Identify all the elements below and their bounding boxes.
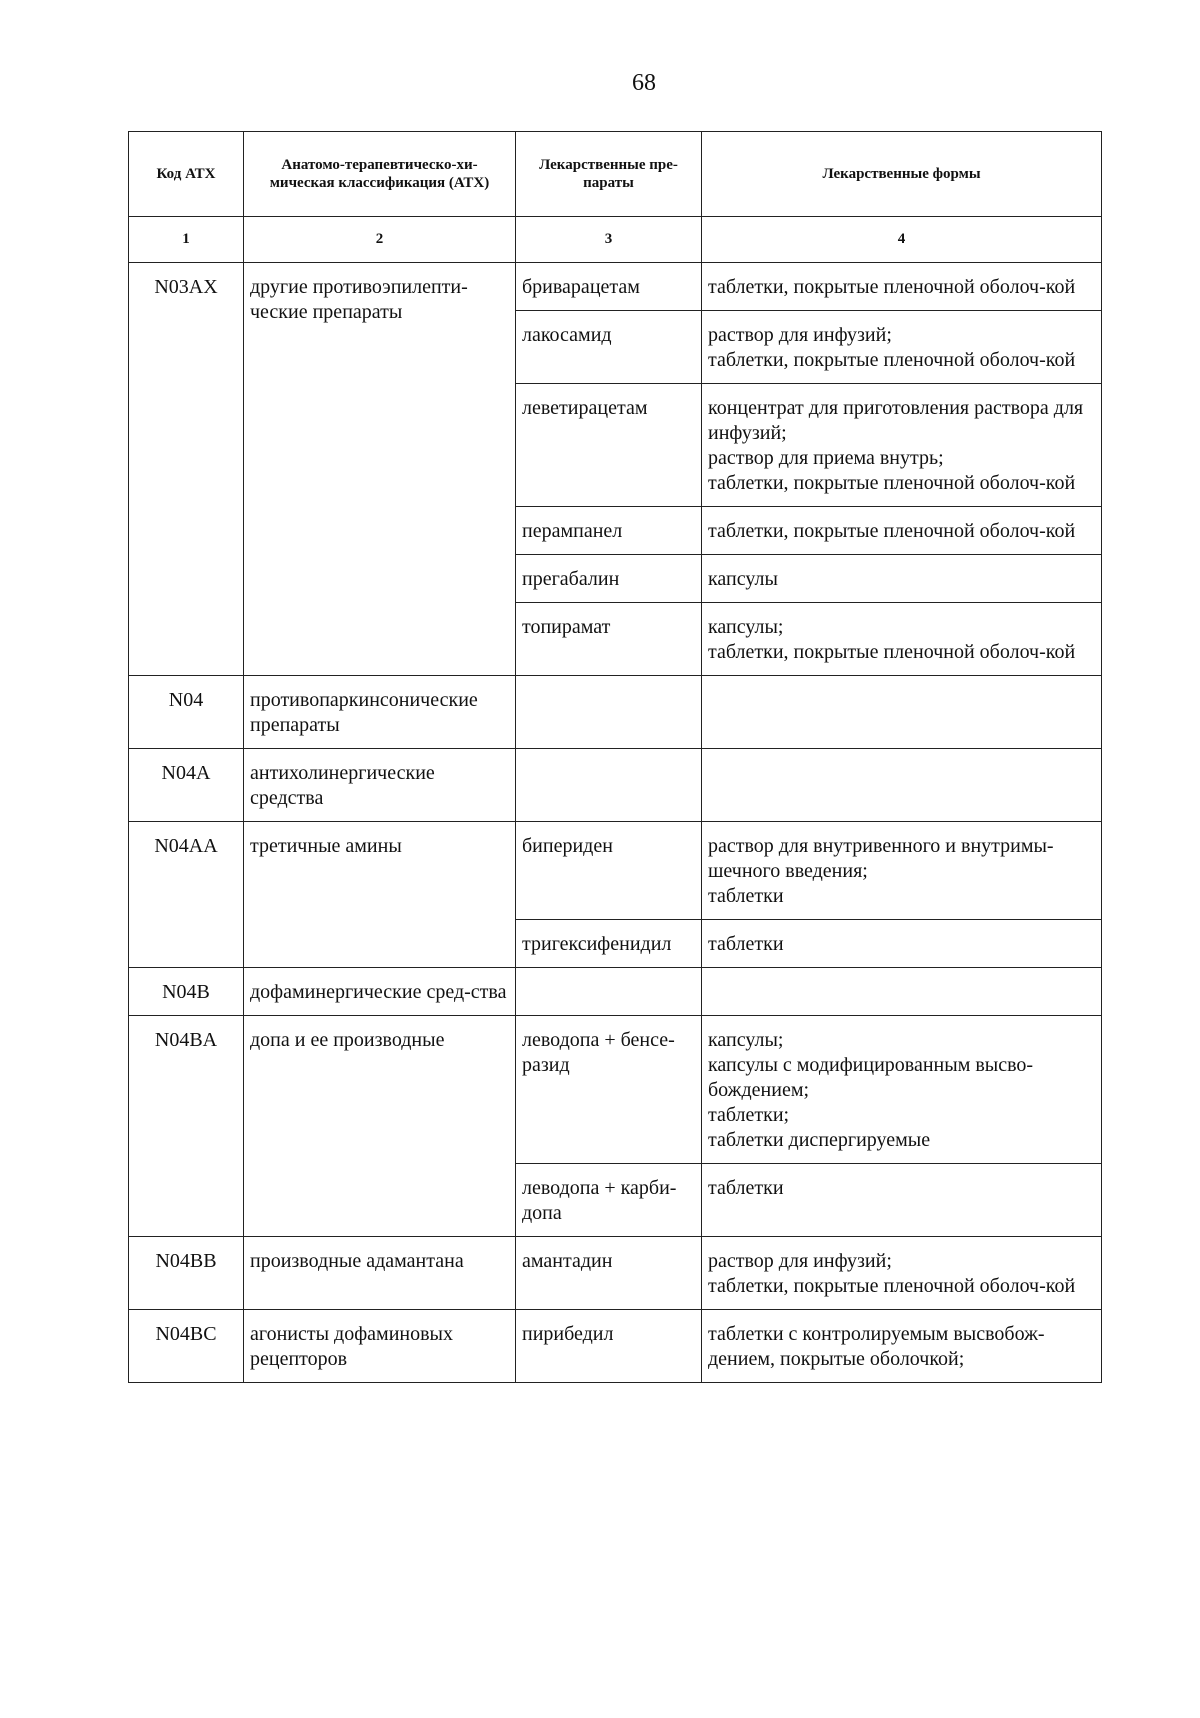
atx-code-cell: N04BC — [129, 1310, 244, 1383]
drug-cell — [516, 749, 702, 822]
dosage-form: таблетки — [708, 1177, 784, 1199]
drug-cell: леветирацетам — [516, 384, 702, 507]
classification-cell: допа и ее производные — [244, 1016, 516, 1237]
dosage-forms-cell — [702, 311, 1102, 384]
drug-cell: топирамат — [516, 603, 702, 676]
atx-code-cell: N04A — [129, 749, 244, 822]
column-number: 2 — [244, 217, 516, 263]
table-body — [129, 263, 1102, 1383]
dosage-form: таблетки с контролируемым высвобож-дением, покрытые оболочкой; — [708, 1323, 1045, 1370]
table-row — [129, 822, 1102, 920]
classification-cell: противопаркинсонические препараты — [244, 676, 516, 749]
table-row — [129, 263, 1102, 311]
column-number: 3 — [516, 217, 702, 263]
drug-cell: амантадин — [516, 1237, 702, 1310]
atx-code-cell: N04B — [129, 968, 244, 1016]
drug-cell — [516, 968, 702, 1016]
atx-code-cell: N03AX — [129, 263, 244, 676]
header-forms: Лекарственные формы — [702, 132, 1102, 217]
dosage-forms-cell — [702, 1016, 1102, 1164]
dosage-form: таблетки, покрытые пленочной оболоч-кой — [708, 349, 1076, 371]
header-drugs: Лекарственные пре-параты — [516, 132, 702, 217]
dosage-form: таблетки; — [708, 1104, 790, 1126]
drug-cell: тригексифенидил — [516, 920, 702, 968]
dosage-form: таблетки, покрытые пленочной оболоч-кой — [708, 276, 1076, 298]
dosage-form: капсулы — [708, 568, 778, 590]
dosage-form: таблетки — [708, 885, 784, 907]
dosage-forms-cell — [702, 676, 1102, 749]
page-number: 68 — [632, 70, 656, 96]
table-row — [129, 968, 1102, 1016]
table-row — [129, 1016, 1102, 1164]
drug-cell — [516, 676, 702, 749]
drug-cell: лакосамид — [516, 311, 702, 384]
atx-code-cell: N04BB — [129, 1237, 244, 1310]
dosage-forms-cell — [702, 968, 1102, 1016]
dosage-form: таблетки, покрытые пленочной оболоч-кой — [708, 520, 1076, 542]
atx-table — [128, 131, 1102, 1383]
classification-cell: антихолинергические средства — [244, 749, 516, 822]
dosage-form: раствор для инфузий; — [708, 1250, 892, 1272]
dosage-form: таблетки — [708, 933, 784, 955]
table-row — [129, 749, 1102, 822]
atx-code-cell: N04BA — [129, 1016, 244, 1237]
dosage-form: таблетки, покрытые пленочной оболоч-кой — [708, 472, 1076, 494]
column-number: 1 — [129, 217, 244, 263]
dosage-forms-cell — [702, 555, 1102, 603]
classification-cell: дофаминергические сред-ства — [244, 968, 516, 1016]
dosage-forms-cell — [702, 1237, 1102, 1310]
drug-cell: пирибедил — [516, 1310, 702, 1383]
dosage-forms-cell — [702, 1164, 1102, 1237]
dosage-form: раствор для приема внутрь; — [708, 447, 944, 469]
dosage-forms-cell — [702, 603, 1102, 676]
dosage-form: раствор для внутривенного и внутримы-шечного введения; — [708, 835, 1054, 882]
dosage-forms-cell — [702, 507, 1102, 555]
dosage-forms-cell — [702, 263, 1102, 311]
classification-cell: агонисты дофаминовых рецепторов — [244, 1310, 516, 1383]
header-code: Код АТХ — [129, 132, 244, 217]
table-row — [129, 1237, 1102, 1310]
atx-code-cell: N04 — [129, 676, 244, 749]
classification-cell: третичные амины — [244, 822, 516, 968]
dosage-form: капсулы; — [708, 1029, 784, 1051]
dosage-form: капсулы с модифицированным высво-бождением; — [708, 1054, 1034, 1101]
drug-cell: прегабалин — [516, 555, 702, 603]
drug-cell: бриварацетам — [516, 263, 702, 311]
dosage-forms-cell — [702, 749, 1102, 822]
table-row — [129, 1310, 1102, 1383]
atx-code-cell: N04AA — [129, 822, 244, 968]
classification-cell: производные адамантана — [244, 1237, 516, 1310]
dosage-form: капсулы; — [708, 616, 784, 638]
drug-cell: перампанел — [516, 507, 702, 555]
header-classification: Анатомо-терапевтическо-хи-мическая классификация (АТХ) — [244, 132, 516, 217]
header-row — [129, 132, 1102, 217]
table-row — [129, 676, 1102, 749]
column-number: 4 — [702, 217, 1102, 263]
drug-cell: бипериден — [516, 822, 702, 920]
dosage-form: таблетки, покрытые пленочной оболоч-кой — [708, 641, 1076, 663]
dosage-form: таблетки, покрытые пленочной оболоч-кой — [708, 1275, 1076, 1297]
drug-cell: леводопа + карби-допа — [516, 1164, 702, 1237]
dosage-form: концентрат для приготовления раствора для инфузий; — [708, 397, 1084, 444]
dosage-forms-cell — [702, 822, 1102, 920]
classification-cell: другие противоэпилепти-ческие препараты — [244, 263, 516, 676]
dosage-form: раствор для инфузий; — [708, 324, 892, 346]
dosage-forms-cell — [702, 1310, 1102, 1383]
dosage-forms-cell — [702, 384, 1102, 507]
column-number-row — [129, 217, 1102, 263]
dosage-forms-cell — [702, 920, 1102, 968]
drug-cell: леводопа + бенсе-разид — [516, 1016, 702, 1164]
dosage-form: таблетки диспергируемые — [708, 1129, 931, 1151]
